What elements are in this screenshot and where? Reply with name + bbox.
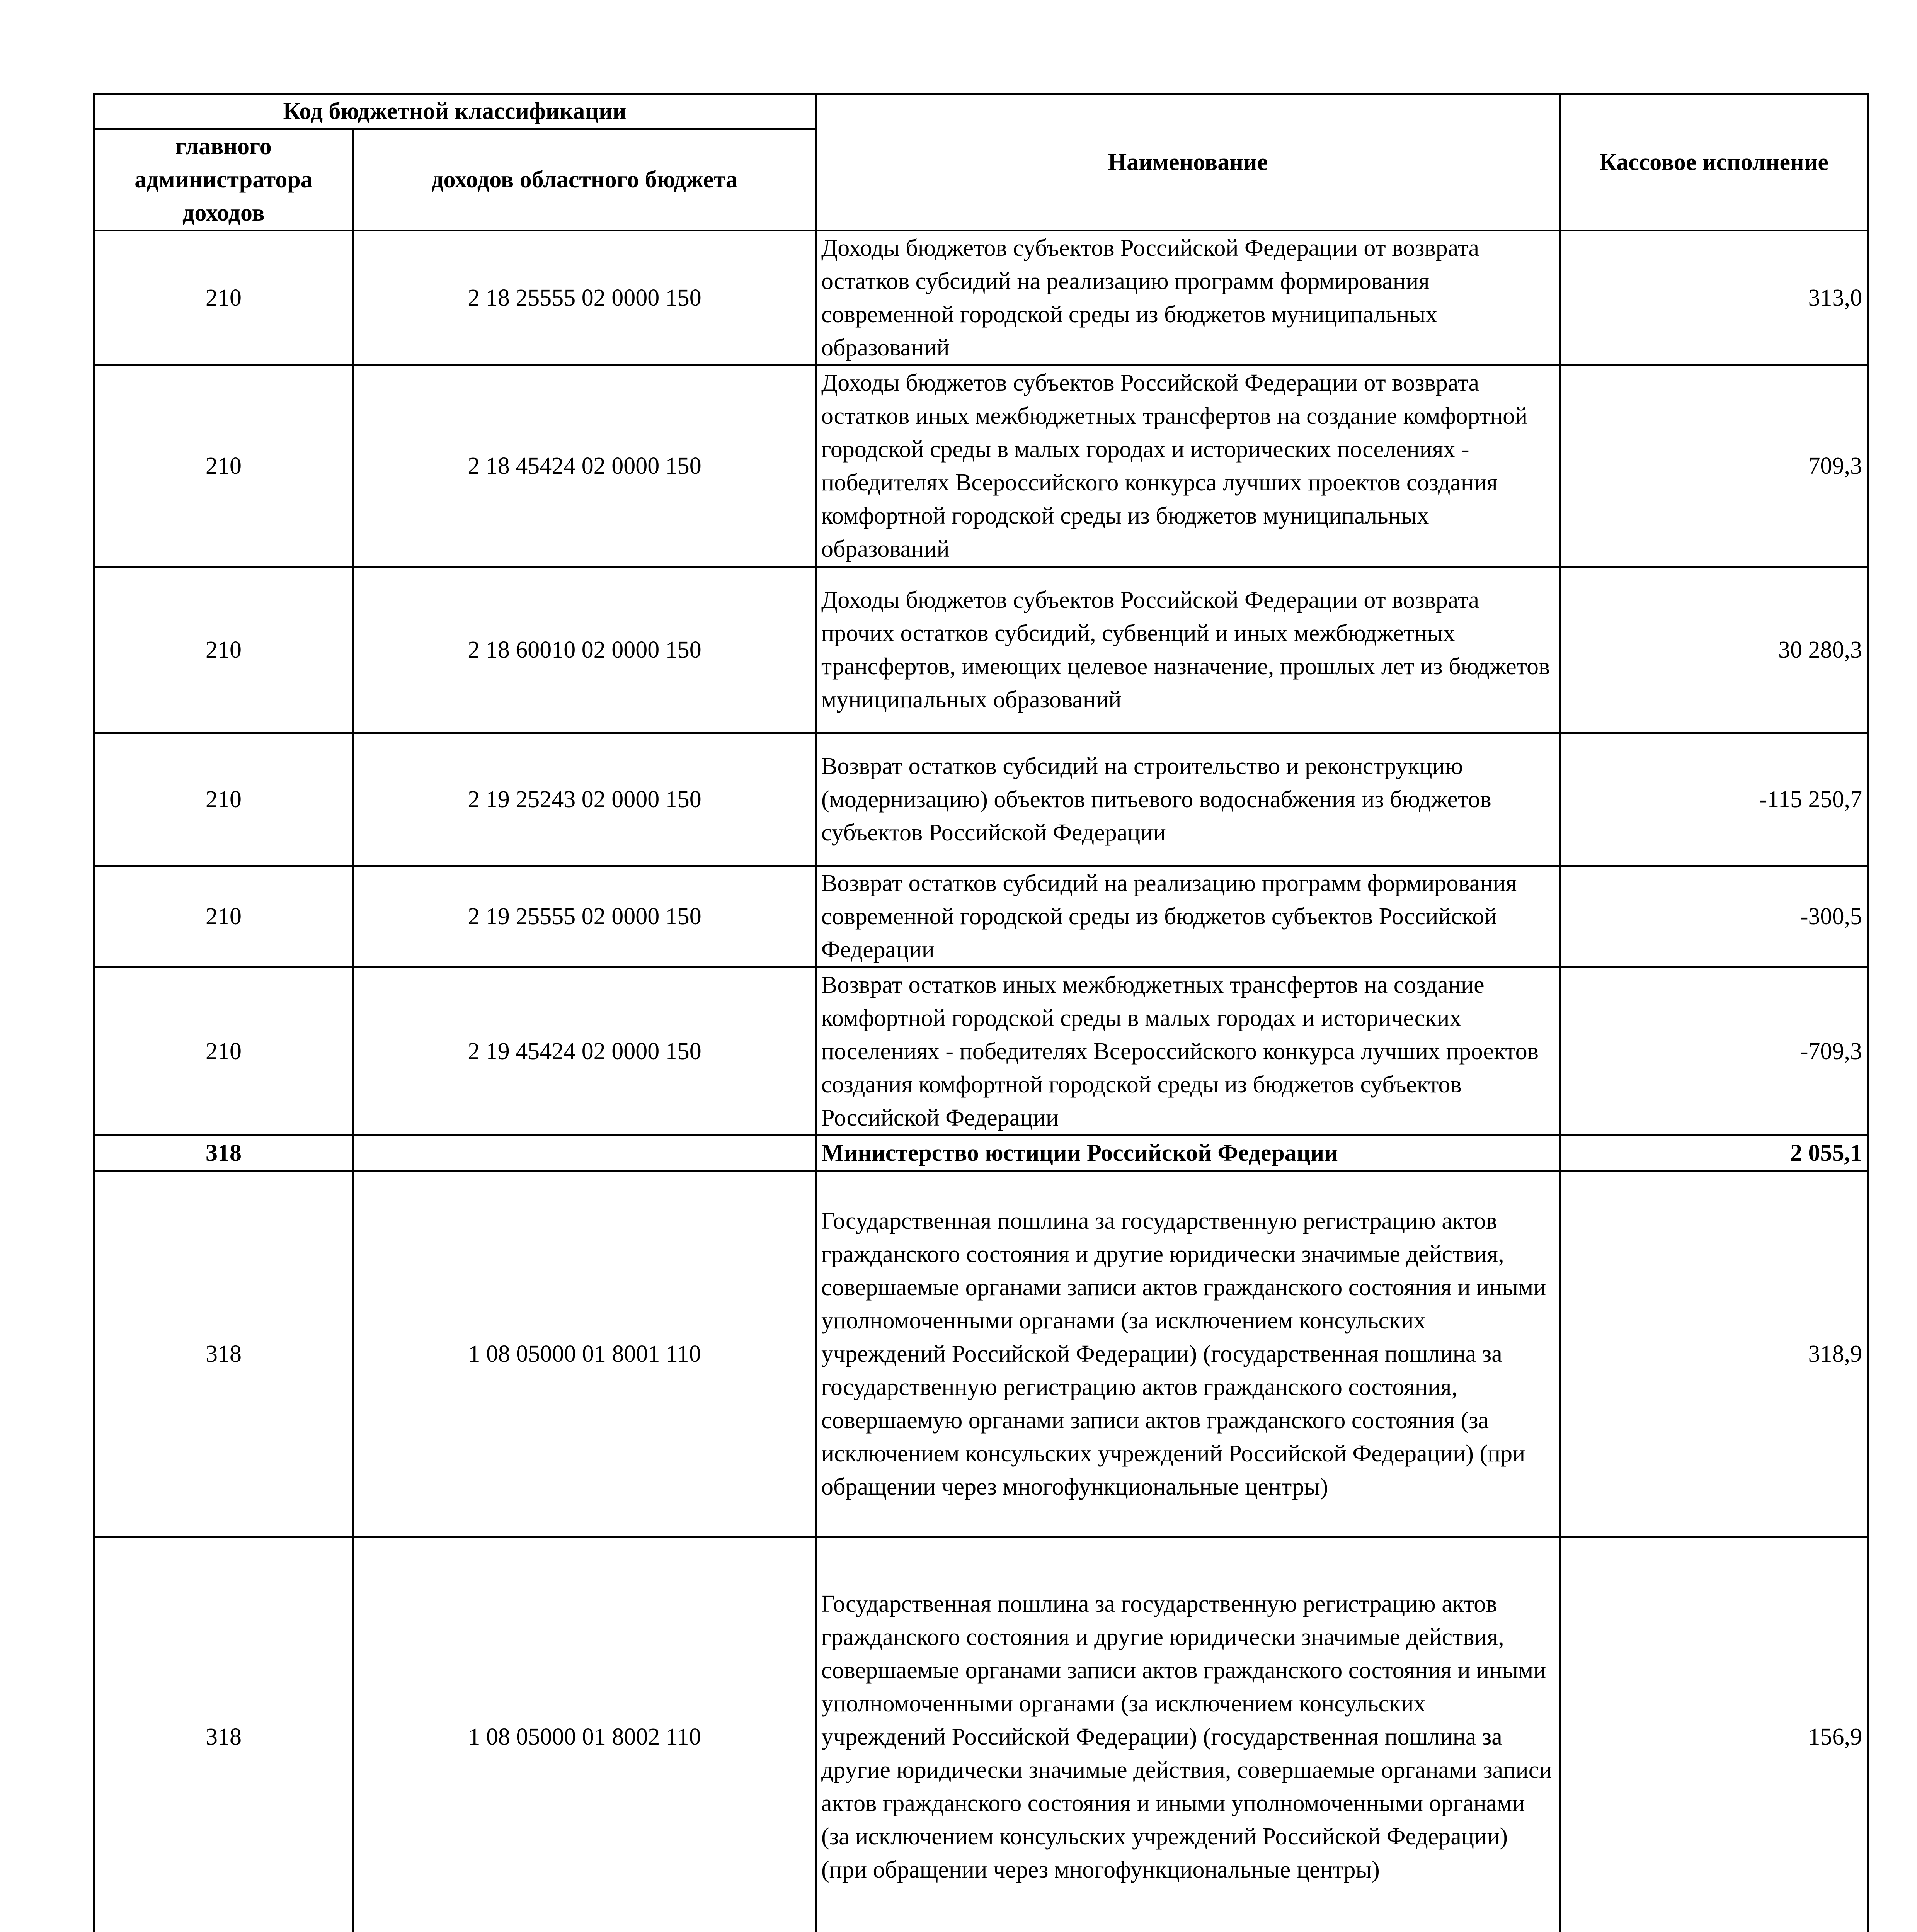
table-row	[94, 866, 1868, 968]
cash-execution-cell: 30 280,3	[1560, 567, 1868, 733]
administrator-code-cell: 210	[94, 567, 354, 733]
revenue-name-cell: Доходы бюджетов субъектов Российской Федерации от возврата остатков субсидий на реализацию программ формирования современной городской среды из бюджетов муниципальных образований	[816, 231, 1560, 366]
revenue-name-cell: Возврат остатков субсидий на реализацию программ формирования современной городской среды из бюджетов субъектов Российской Федерации	[816, 866, 1560, 968]
budget-revenue-table	[93, 93, 1869, 1932]
administrator-code-cell: 210	[94, 366, 354, 567]
cash-execution-cell: 156,9	[1560, 1537, 1868, 1932]
revenue-code-cell: 2 18 25555 02 0000 150	[354, 231, 816, 366]
ministry-total-row	[94, 1136, 1868, 1171]
revenue-name-cell: Доходы бюджетов субъектов Российской Федерации от возврата остатков иных межбюджетных трансфертов на создание комфортной городской среды в малых городах и исторических поселениях - победителях Всероссийского конкурса лучших проектов создания комфортной городской среды из бюджетов муниципальных образований	[816, 366, 1560, 567]
cash-execution-cell: -300,5	[1560, 866, 1868, 968]
cash-execution-cell: 318,9	[1560, 1171, 1868, 1537]
table-row	[94, 231, 1868, 366]
table-row	[94, 968, 1868, 1136]
cash-execution-cell: -709,3	[1560, 968, 1868, 1136]
table-row	[94, 567, 1868, 733]
table-row	[94, 1171, 1868, 1537]
table-row	[94, 1537, 1868, 1932]
revenue-code-cell: 2 19 25555 02 0000 150	[354, 866, 816, 968]
ministry-total-cell: 2 055,1	[1560, 1136, 1868, 1171]
revenue-code-cell: 1 08 05000 01 8002 110	[354, 1537, 816, 1932]
administrator-code-cell: 210	[94, 968, 354, 1136]
regional-budget-revenue-column-header: доходов областного бюджета	[354, 129, 816, 231]
administrator-code-cell: 210	[94, 231, 354, 366]
cash-execution-cell: 709,3	[1560, 366, 1868, 567]
cash-execution-column-header: Кассовое исполнение	[1560, 94, 1868, 231]
cash-execution-cell: -115 250,7	[1560, 733, 1868, 866]
table-row	[94, 733, 1868, 866]
administrator-code-cell: 210	[94, 733, 354, 866]
revenue-code-cell: 2 19 25243 02 0000 150	[354, 733, 816, 866]
table-row	[94, 366, 1868, 567]
name-column-header: Наименование	[816, 94, 1560, 231]
revenue-name-cell: Доходы бюджетов субъектов Российской Федерации от возврата прочих остатков субсидий, субвенций и иных межбюджетных трансфертов, имеющих целевое назначение, прошлых лет из бюджетов муниципальных образований	[816, 567, 1560, 733]
revenue-name-cell: Государственная пошлина за государственную регистрацию актов гражданского состояния и другие юридически значимые действия, совершаемые органами записи актов гражданского состояния и иными уполномоченными органами (за исключением консульских учреждений Российской Федерации) (государственная пошлина за государственную регистрацию актов гражданского состояния, совершаемую органами записи актов гражданского состояния (за исключением консульских учреждений Российской Федерации) (при обращении через многофункциональные центры)	[816, 1171, 1560, 1537]
revenue-code-cell: 2 18 60010 02 0000 150	[354, 567, 816, 733]
classification-code-header: Код бюджетной классификации	[94, 94, 816, 129]
revenue-code-cell	[354, 1136, 816, 1171]
cash-execution-cell: 313,0	[1560, 231, 1868, 366]
administrator-code-cell: 318	[94, 1537, 354, 1932]
administrator-code-cell: 318	[94, 1171, 354, 1537]
main-administrator-column-header: главного администратора доходов	[94, 129, 354, 231]
ministry-name-cell: Министерство юстиции Российской Федерации	[816, 1136, 1560, 1171]
revenue-name-cell: Государственная пошлина за государственную регистрацию актов гражданского состояния и другие юридически значимые действия, совершаемые органами записи актов гражданского состояния и иными уполномоченными органами (за исключением консульских учреждений Российской Федерации) (государственная пошлина за другие юридически значимые действия, совершаемые органами записи актов гражданского состояния и иными уполномоченными органами (за исключением консульских учреждений Российской Федерации) (при обращении через многофункциональные центры)	[816, 1537, 1560, 1932]
revenue-code-cell: 2 18 45424 02 0000 150	[354, 366, 816, 567]
table-body	[94, 231, 1868, 1932]
revenue-code-cell: 2 19 45424 02 0000 150	[354, 968, 816, 1136]
table-header	[94, 94, 1868, 231]
revenue-name-cell: Возврат остатков иных межбюджетных трансфертов на создание комфортной городской среды в малых городах и исторических поселениях - победителях Всероссийского конкурса лучших проектов создания комфортной городской среды из бюджетов субъектов Российской Федерации	[816, 968, 1560, 1136]
administrator-code-cell: 210	[94, 866, 354, 968]
revenue-code-cell: 1 08 05000 01 8001 110	[354, 1171, 816, 1537]
revenue-name-cell: Возврат остатков субсидий на строительство и реконструкцию (модернизацию) объектов питьевого водоснабжения из бюджетов субъектов Российской Федерации	[816, 733, 1560, 866]
administrator-code-cell: 318	[94, 1136, 354, 1171]
